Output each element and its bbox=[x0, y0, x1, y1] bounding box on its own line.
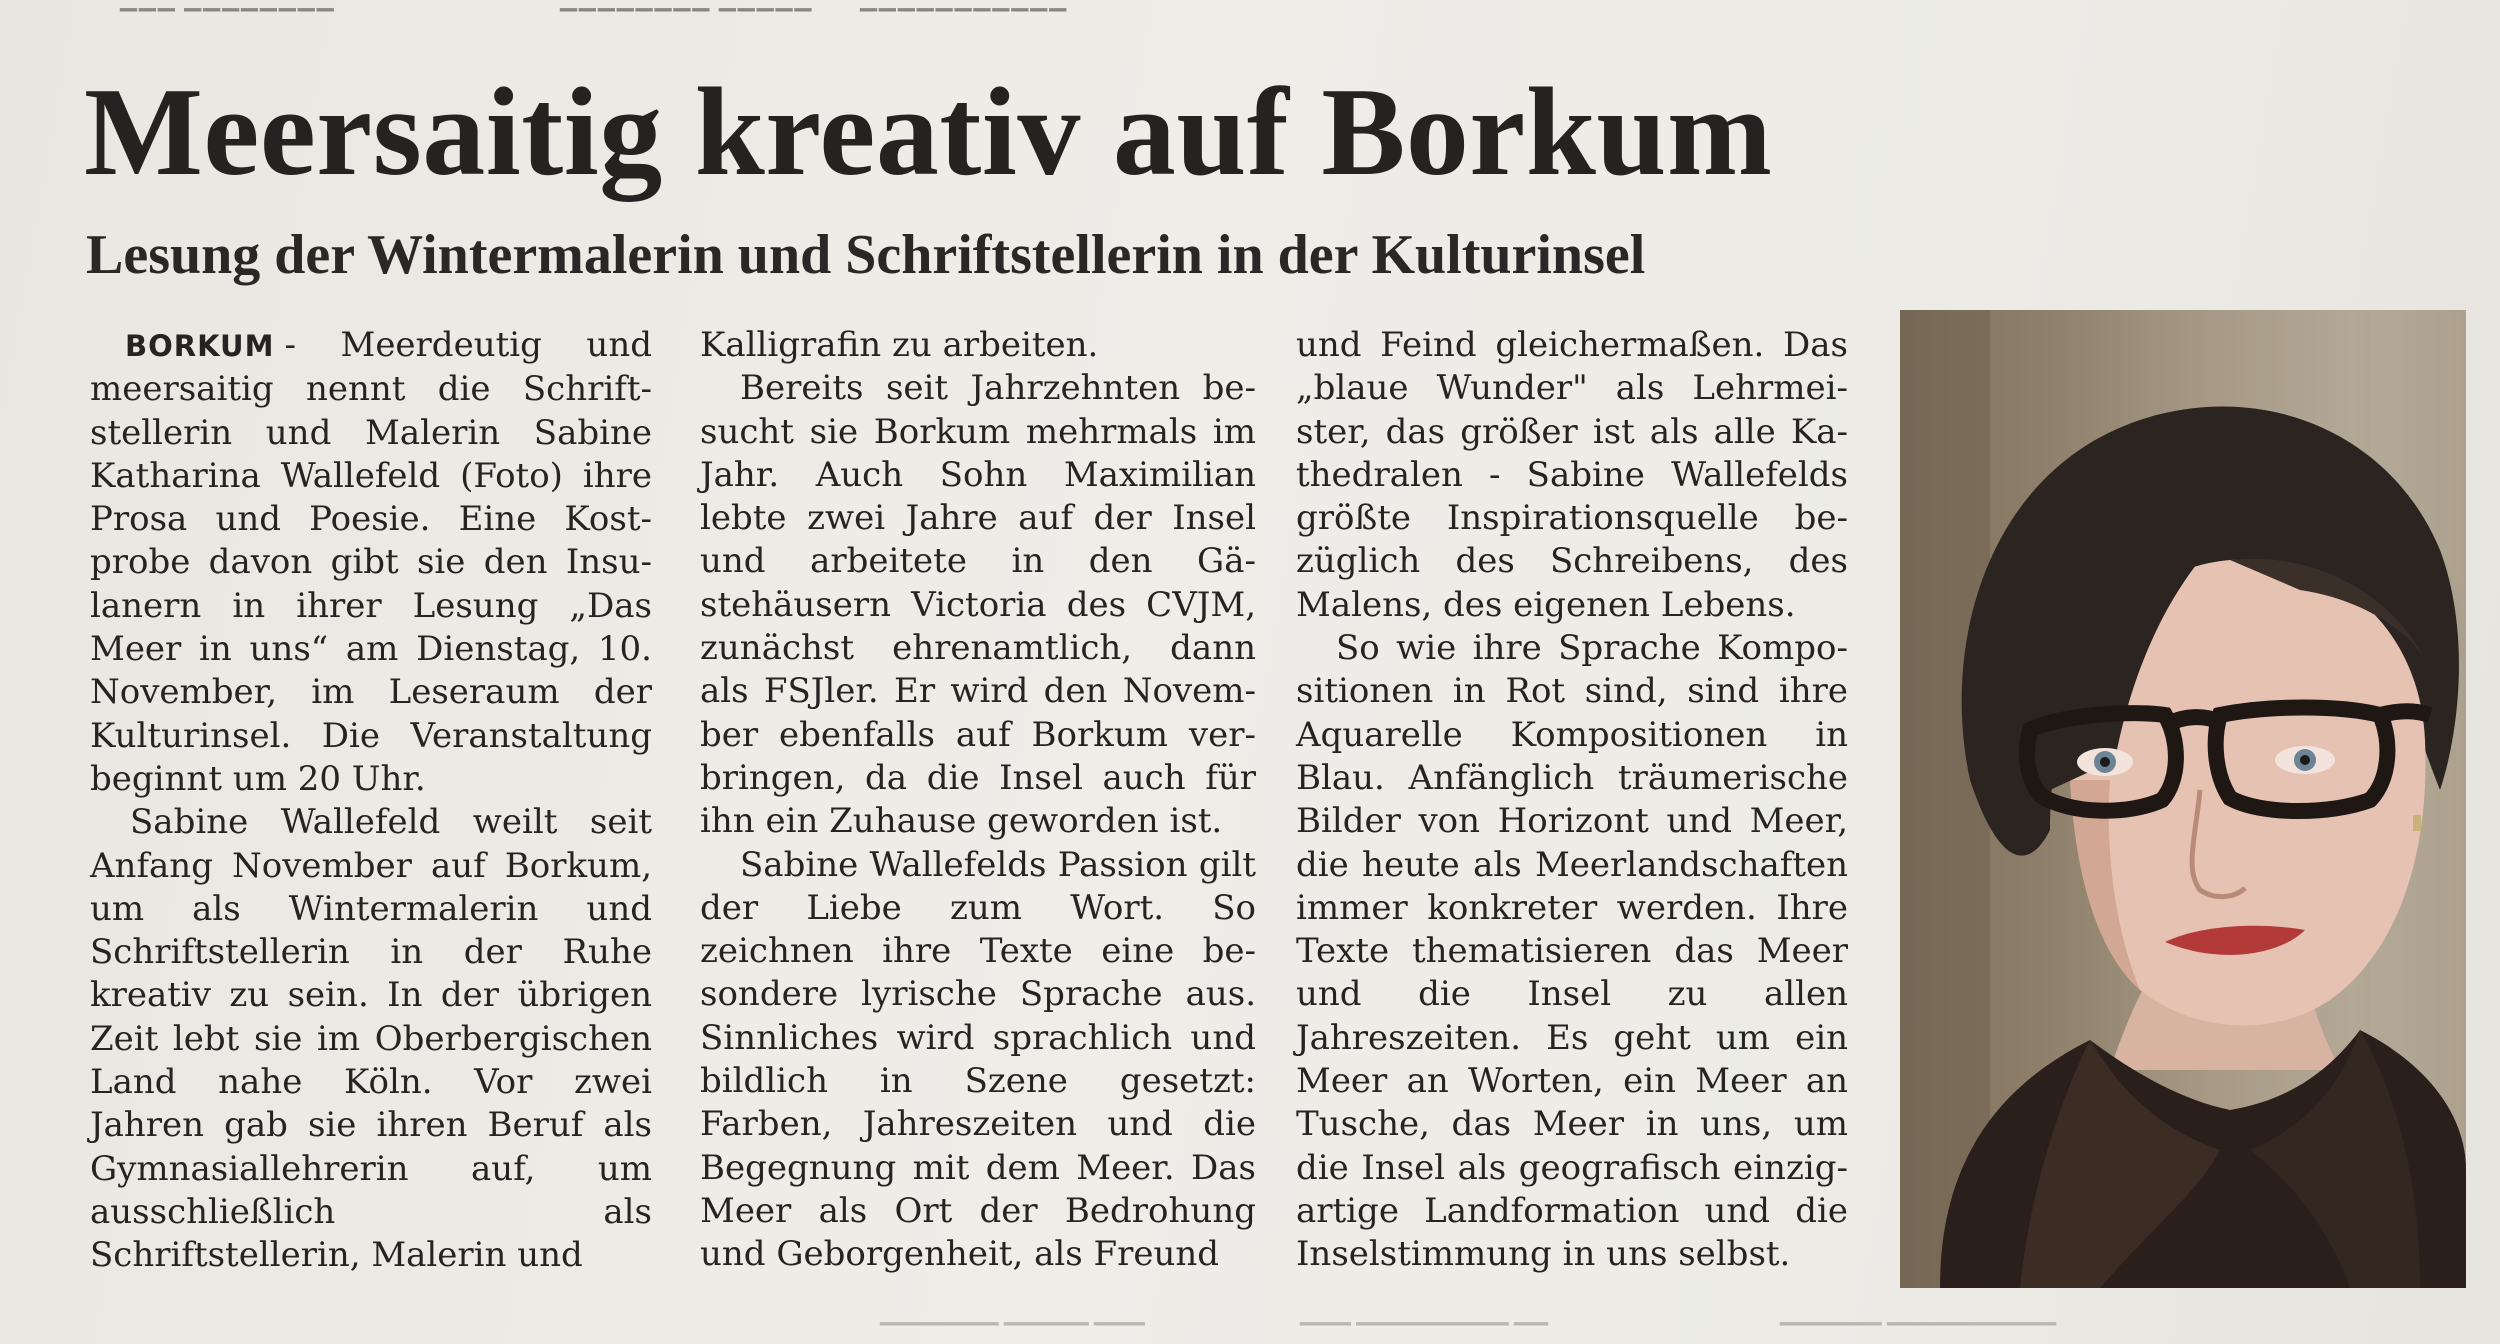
author-portrait-photo bbox=[1900, 310, 2466, 1288]
article-headline: Meersaitig kreativ auf Borkum bbox=[84, 63, 1773, 202]
article-subheadline: Lesung der Wintermalerin und Schriftstellerin in der Kulturinsel bbox=[86, 224, 1646, 286]
article-column-2 bbox=[700, 324, 1256, 1277]
portrait-illustration bbox=[1900, 310, 2466, 1288]
article-paragraph: Bereits seit Jahrzehnten besucht sie Borkum mehrmals im Jahr. Auch Sohn Maximilian lebte zwei Jahre auf der Insel und arbeitete in den Gästehäusern Victoria des CVJM, zunächst ehrenamtlich, dann als FSJler. Er wird den November ebenfalls auf Borkum verbringen, da die Insel auch für ihn ein Zuhause geworden ist. bbox=[700, 368, 1256, 842]
article-paragraph: Sabine Wallefelds Passion gilt der Liebe zum Wort. So zeichnen ihre Texte eine besondere lyrische Sprache aus. Sinnliches wird sprachlich und bildlich in Szene gesetzt: Farben, Jahreszeiten und die Begegnung mit dem Meer. Das Meer als Ort der Bedrohung und Geborgenheit, als Freund bbox=[700, 844, 1256, 1275]
paragraph-text: - Meerdeutig und meersaitig nennt die Schriftstellerin und Malerin Sabine Katharina Wallefeld (Foto) ihre Prosa und Poesie. Eine Kostprobe davon gibt sie den Insulanern in ihrer Lesung „Das Meer in uns“ am Dienstag, 10. November, im Leseraum der Kulturinsel. Die Veranstaltung beginnt um 20 Uhr. bbox=[90, 325, 652, 799]
article-column-3 bbox=[1296, 324, 1848, 1277]
article-paragraph bbox=[90, 324, 652, 801]
article-paragraph: So wie ihre Sprache Kompositionen in Rot sind, sind ihre Aquarelle Kompositionen in Blau. Anfänglich träumerische Bilder von Horizont und Meer, die heute als Meerlandschaften immer konkreter werden. Ihre Texte thematisieren das Meer und die Insel zu allen Jahreszeiten. Es geht um ein Meer an Worten, ein Meer an Tusche, das Meer in uns, um die Insel als geografisch einzigartige Landformation und die Inselstimmung in uns selbst. bbox=[1296, 628, 1848, 1275]
article-paragraph: und Feind gleichermaßen. Das „blaue Wunder" als Lehrmeister, das größer ist als alle Kathedralen - Sabine Wallefelds größte Inspirationsquelle bezüglich des Schreibens, des Malens, des eigenen Lebens. bbox=[1296, 325, 1848, 625]
article-paragraph: Kalligrafin zu arbeiten. bbox=[700, 325, 1099, 365]
article-column-1 bbox=[90, 324, 652, 1278]
article-paragraph: Sabine Wallefeld weilt seit Anfang November auf Borkum, um als Wintermalerin und Schriftstellerin in der Ruhe kreativ zu sein. In der übrigen Zeit lebt sie im Oberbergischen Land nahe Köln. Vor zwei Jahren gab sie ihren Beruf als Gymnasiallehrerin auf, um ausschließlich als Schriftstellerin, Malerin und bbox=[90, 802, 652, 1276]
cut-off-next-text: ▁▁▁▁▁▁▁ ▁▁▁▁▁ ▁▁▁ ▁▁▁ ▁▁▁▁▁▁▁▁▁ ▁▁ ▁▁▁▁▁▁ ▁▁▁▁▁▁▁▁▁▁ bbox=[880, 1300, 2057, 1325]
dateline: BORKUM bbox=[125, 329, 275, 363]
cut-off-previous-text bbox=[0, 0, 2500, 14]
